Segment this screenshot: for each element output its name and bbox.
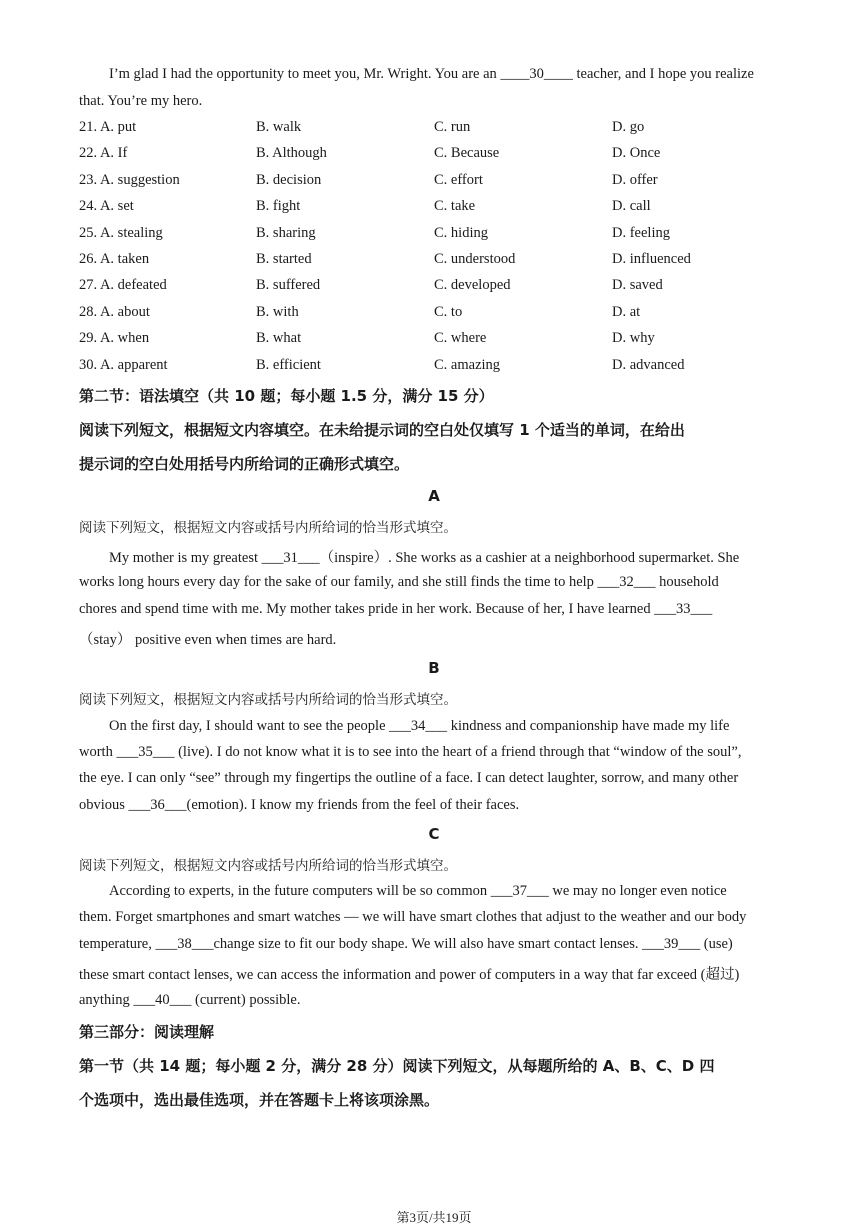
option-30-d: D. advanced [612, 356, 685, 373]
option-26-d: D. influenced [612, 251, 691, 267]
passage-a-line-1 [109, 546, 739, 567]
option-27-c: C. developed [434, 277, 511, 294]
option-28-c: C. to [434, 303, 463, 320]
option-28-b: B. with [256, 303, 299, 320]
blank-38: ___38___ [155, 936, 214, 952]
option-21-c: C. run [434, 119, 471, 135]
passage-a-line-3 [79, 601, 712, 618]
blank-31: ___31___ [261, 550, 320, 566]
text: household [655, 574, 719, 590]
text: anything [79, 992, 134, 1008]
text: (emotion). I know my friends from the feel of their faces. [186, 797, 520, 813]
passage-a-line-2 [79, 574, 719, 591]
option-22-q: 22. A. If [79, 145, 128, 162]
option-27-q: 27. A. defeated [79, 277, 167, 294]
passage-a-line-4: （stay） positive even when times are hard. [79, 632, 337, 648]
option-23-c: C. effort [434, 171, 483, 188]
option-27-d: D. saved [612, 277, 663, 294]
blank-33: ___33___ [654, 601, 713, 617]
section2-heading: 第二节：语法填空（共 10 题；每小题 1.5 分，满分 15 分） [79, 387, 494, 405]
intro-line-2: that. You’re my hero. [79, 93, 203, 109]
blank-30: ____30____ [500, 66, 573, 82]
passage-c-line-1 [109, 883, 727, 900]
text: we may no longer even notice [548, 883, 727, 899]
option-30-b: B. efficient [256, 356, 321, 373]
option-28-q: 28. A. about [79, 303, 150, 320]
intro-text-b: teacher, and I hope you realize [572, 66, 754, 82]
option-23-d: D. offer [612, 171, 658, 188]
passage-a-instr: 阅读下列短文，根据短文内容或括号内所给词的恰当形式填空。 [79, 520, 457, 536]
text: (current) possible. [191, 992, 301, 1008]
option-29-b: B. what [256, 330, 302, 347]
passage-b-line-4 [79, 797, 519, 814]
part3-instr-2: 个选项中，选出最佳选项，并在答题卡上将该项涂黑。 [79, 1091, 440, 1109]
option-23-b: B. decision [256, 171, 322, 188]
text: My mother is my greatest [109, 550, 262, 566]
option-25-q: 25. A. stealing [79, 224, 163, 241]
text: temperature, [79, 936, 156, 952]
text: On the first day, I should want to see the people [109, 718, 390, 734]
option-25-d: D. feeling [612, 224, 670, 241]
option-27-b: B. suffered [256, 277, 321, 294]
intro-text: I’m glad I had the opportunity to meet you, Mr. Wright. You are an [109, 66, 501, 82]
option-21-d: D. go [612, 119, 645, 135]
passage-c-line-2: them. Forget smartphones and smart watches — we will have smart clothes that adjust to the weather and our body [79, 909, 747, 925]
option-26-q: 26. A. taken [79, 251, 150, 267]
option-24-c: C. take [434, 198, 476, 215]
text: works long hours every day for the sake of our family, and she still finds the time to help [79, 574, 598, 590]
passage-a-label: A [428, 487, 440, 505]
text: change size to fit our body shape. We will also have smart contact lenses. [213, 936, 643, 952]
passage-b-line-2 [79, 744, 741, 761]
option-30-q: 30. A. apparent [79, 356, 168, 373]
blank-37: ___37___ [490, 883, 549, 899]
passage-b-line-1 [109, 718, 729, 735]
option-22-d: D. Once [612, 145, 661, 162]
text: （inspire）. She works as a cashier at a neighborhood supermarket. She [319, 550, 740, 566]
passage-c-line-4: these smart contact lenses, we can access the information and power of computers in a way that far exceed (超过) [79, 967, 740, 983]
option-22-b: B. Although [256, 145, 327, 162]
passage-c-instr: 阅读下列短文，根据短文内容或括号内所给词的恰当形式填空。 [79, 858, 457, 874]
option-24-q: 24. A. set [79, 198, 134, 215]
option-21-q: 21. A. put [79, 119, 137, 135]
blank-34: ___34___ [389, 718, 448, 734]
part3-instr-1: 第一节（共 14 题；每小题 2 分，满分 28 分）阅读下列短文，从每题所给的 A、B、C、D 四 [79, 1057, 715, 1075]
blank-35: ___35___ [116, 744, 175, 760]
text: According to experts, in the future computers will be so common [109, 883, 491, 899]
blank-36: ___36___ [128, 797, 187, 813]
passage-b-line-3: the eye. I can only “see” through my fingertips the outline of a face. I can detect laughter, sorrow, and many other [79, 770, 739, 786]
passage-c-line-5 [79, 992, 301, 1009]
option-24-b: B. fight [256, 198, 301, 215]
option-28-d: D. at [612, 303, 641, 320]
passage-b-instr: 阅读下列短文，根据短文内容或括号内所给词的恰当形式填空。 [79, 692, 457, 708]
passage-b-label: B [428, 659, 440, 677]
blank-39: ___39___ [642, 936, 701, 952]
blank-32: ___32___ [597, 574, 656, 590]
option-24-d: D. call [612, 198, 651, 215]
option-30-c: C. amazing [434, 356, 501, 373]
page-number: 第3页/共19页 [396, 1210, 472, 1225]
section2-instr-2: 提示词的空白处用括号内所给词的正确形式填空。 [79, 455, 410, 473]
option-26-c: C. understood [434, 251, 516, 267]
text: (live). I do not know what it is to see into the heart of a friend through that “window of the soul”, [174, 744, 742, 760]
option-29-q: 29. A. when [79, 330, 150, 347]
passage-c-line-3 [79, 936, 733, 953]
option-29-d: D. why [612, 330, 655, 347]
option-22-c: C. Because [434, 145, 500, 162]
option-25-c: C. hiding [434, 224, 488, 241]
part3-heading: 第三部分：阅读理解 [79, 1023, 215, 1041]
option-21-b: B. walk [256, 119, 302, 135]
blank-40: ___40___ [133, 992, 192, 1008]
option-26-b: B. started [256, 251, 312, 267]
passage-c-label: C [428, 825, 440, 843]
intro-line-1 [109, 66, 754, 83]
section2-instr-1: 阅读下列短文，根据短文内容填空。在未给提示词的空白处仅填写 1 个适当的单词，在给出 [79, 421, 685, 439]
option-25-b: B. sharing [256, 224, 316, 241]
text: worth [79, 744, 117, 760]
option-29-c: C. where [434, 330, 487, 347]
text: obvious [79, 797, 129, 813]
text: chores and spend time with me. My mother takes pride in her work. Because of her, I have learned [79, 601, 655, 617]
option-23-q: 23. A. suggestion [79, 171, 180, 188]
text: (use) [700, 936, 733, 952]
text: kindness and companionship have made my life [447, 718, 730, 734]
